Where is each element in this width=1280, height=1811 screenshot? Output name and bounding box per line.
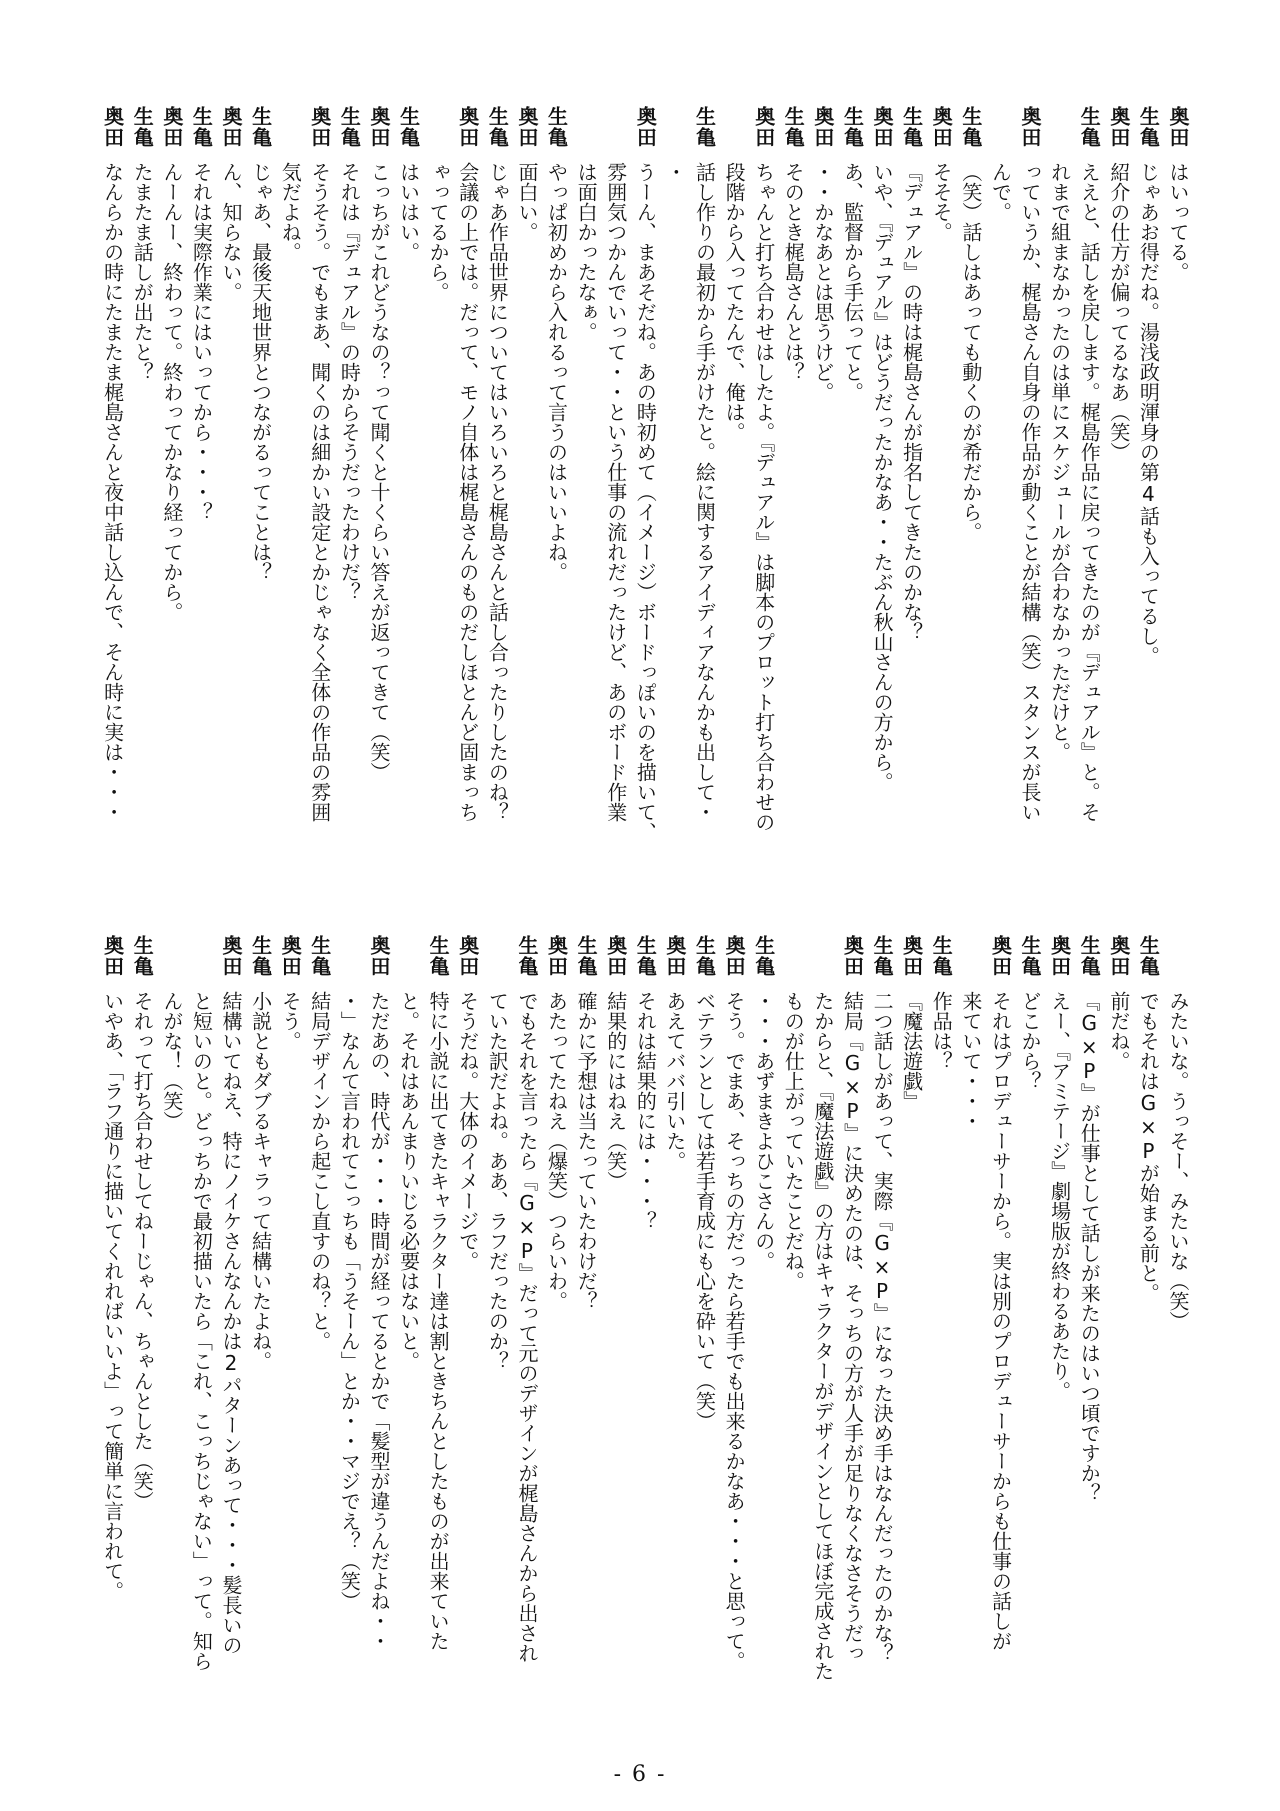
dialogue-text: 話し作りの最初から手がけたと。絵に関するアイディアなんかも出して・ xyxy=(692,162,717,822)
speaker-name: 生亀 xyxy=(514,935,539,977)
dialogue-line xyxy=(630,935,660,1625)
speaker-name: 生亀 xyxy=(870,935,895,977)
speaker-name: 生亀 xyxy=(840,106,865,148)
dialogue-text: 『魔法遊戯』 xyxy=(899,991,924,1111)
speaker-name: 生亀 xyxy=(958,106,983,148)
dialogue-text: いや、『デュアル』はどうだったかなあ・・たぶん秋山さんの方から。 xyxy=(870,162,895,792)
dialogue-text: 結局『G×P』に決めたのは、そっちの方が人手が足りなくなさそうだっ xyxy=(840,991,865,1663)
speaker-name: 生亀 xyxy=(1077,106,1102,148)
lower-text-block xyxy=(100,935,1192,1681)
dialogue-text: 紹介の仕方が偏ってるなあ（笑） xyxy=(1106,162,1131,462)
speaker-name: 奥田 xyxy=(100,935,125,977)
dialogue-line xyxy=(275,106,305,906)
dialogue-line xyxy=(97,935,127,1625)
speaker-name: 奥田 xyxy=(366,935,391,977)
speaker-name: 生亀 xyxy=(544,106,569,148)
dialogue-line xyxy=(778,935,808,1625)
dialogue-line xyxy=(186,935,216,1671)
dialogue-text: は面白かったなぁ。 xyxy=(574,162,599,342)
speaker-name: 奥田 xyxy=(1166,106,1190,148)
dialogue-line xyxy=(1162,106,1192,906)
dialogue-line xyxy=(719,106,749,906)
dialogue-line xyxy=(215,935,245,1655)
dialogue-text: ・」なんて言われてこっちも「うそーん」とか・・マジでえ？（笑） xyxy=(337,991,362,1611)
dialogue-text: 確かに予想は当たっていたわけだ？ xyxy=(574,991,599,1311)
dialogue-text: たからと、『魔法遊戯』の方はキャラクターがデザインとしてほぼ完成された xyxy=(810,991,835,1681)
dialogue-text: そうそう。でもまあ、聞くのは細かい設定とかじゃなく全体の作品の雰囲 xyxy=(307,162,332,822)
dialogue-text: ・・かなあとは思うけど。 xyxy=(810,162,835,402)
dialogue-line xyxy=(689,106,719,906)
speaker-name: 奥田 xyxy=(219,106,243,148)
speaker-name: 生亀 xyxy=(130,935,155,977)
dialogue-text: あ、監督から手伝ってと。 xyxy=(840,162,865,402)
speaker-name: 生亀 xyxy=(337,106,362,148)
dialogue-line xyxy=(985,106,1015,906)
dialogue-text: うーん、まあそだね。あの時初めて（イメージ）ボードっぽいのを描いて、 xyxy=(633,162,658,842)
dialogue-line xyxy=(215,106,245,906)
dialogue-line xyxy=(393,106,423,906)
speaker-name: 生亀 xyxy=(574,935,599,977)
dialogue-text: やっぱ初めから入れるって言うのはいいよね。 xyxy=(544,162,569,582)
dialogue-text: いやあ、「ラフ通りに描いてくれればいいよ」って簡単に言われて。 xyxy=(100,991,125,1601)
dialogue-text: じゃあお得だね。湯浅政明渾身の第4話も入ってるし。 xyxy=(1136,162,1161,666)
speaker-name: 奥田 xyxy=(455,106,480,148)
dialogue-text: 結果的にはねえ（笑） xyxy=(603,991,628,1191)
dialogue-line xyxy=(423,935,453,1651)
speaker-name: 生亀 xyxy=(751,935,776,977)
speaker-name: 奥田 xyxy=(219,935,243,977)
dialogue-text: ただあの、時代が・・・時間が経ってるとかで「髪型が違うんだよね・・ xyxy=(366,991,391,1651)
dialogue-text: 『G×P』が仕事として話しが来たのはいつ頃ですか？ xyxy=(1077,991,1102,1503)
dialogue-text: 面白い。 xyxy=(514,162,539,242)
dialogue-text: でもそれはG×Pが始まる前と。 xyxy=(1136,991,1161,1303)
speaker-name: 生亀 xyxy=(633,935,658,977)
speaker-name: 生亀 xyxy=(485,106,510,148)
dialogue-line xyxy=(659,935,689,1625)
speaker-name: 奥田 xyxy=(278,935,303,977)
speaker-name: 生亀 xyxy=(929,935,954,977)
dialogue-line xyxy=(955,935,985,1625)
dialogue-text: ん、知らない。 xyxy=(219,162,243,302)
speaker-name: 奥田 xyxy=(751,106,776,148)
dialogue-text: こっちがこれどうなの？って聞くと十くらい答えが返ってきて（笑） xyxy=(366,162,391,782)
dialogue-text: なんらかの時にたまたま梶島さんと夜中話し込んで、そん時に実は・・・ xyxy=(100,162,125,822)
dialogue-line xyxy=(659,106,689,906)
dialogue-text: んーんー、終わって。終わってかなり経ってから。 xyxy=(159,162,184,622)
dialogue-line xyxy=(1074,106,1104,906)
dialogue-text: 結局デザインから起こし直すのね？と。 xyxy=(307,991,332,1351)
dialogue-text: れまで組まなかったのは単にスケジュールが合わなかっただけと。 xyxy=(1047,162,1072,762)
dialogue-text: そう。 xyxy=(278,991,303,1051)
dialogue-text: ・ xyxy=(662,162,687,182)
dialogue-line xyxy=(748,935,778,1625)
speaker-name: 奥田 xyxy=(722,935,747,977)
dialogue-text: それはプロデューサーから。実は別のプロデューサーからも仕事の話しが xyxy=(988,991,1013,1651)
dialogue-line xyxy=(1133,935,1163,1625)
dialogue-line xyxy=(1074,935,1104,1625)
dialogue-text: それは『デュアル』の時からそうだったわけだ？ xyxy=(337,162,362,602)
dialogue-text: と短いのと。どっちかで最初描いたら「これ、こっちじゃない」って。知ら xyxy=(189,991,214,1671)
dialogue-line xyxy=(541,935,571,1625)
dialogue-text: んで。 xyxy=(988,162,1013,222)
dialogue-text: それは結果的には・・・？ xyxy=(633,991,658,1231)
dialogue-text: 『デュアル』の時は梶島さんが指名してきたのかな？ xyxy=(899,162,924,642)
speaker-name: 奥田 xyxy=(1106,935,1131,977)
dialogue-line xyxy=(571,106,601,906)
dialogue-text: はいってる。 xyxy=(1166,162,1190,282)
dialogue-text: （笑）話しはあっても動くのが希だから。 xyxy=(958,162,983,542)
dialogue-text: んがな！（笑） xyxy=(159,991,184,1131)
dialogue-line xyxy=(1103,935,1133,1625)
speaker-name: 奥田 xyxy=(455,935,480,977)
speaker-name: 奥田 xyxy=(307,106,332,148)
speaker-name: 奥田 xyxy=(1047,935,1072,977)
dialogue-text: ええと、話しを戻します。梶島作品に戻ってきたのが『デュアル』と。そ xyxy=(1077,162,1102,822)
dialogue-text: じゃあ作品世界についてはいろいろと梶島さんと話し合ったりしたのね？ xyxy=(485,162,510,822)
dialogue-line xyxy=(186,106,216,906)
dialogue-line xyxy=(896,106,926,906)
speaker-name: 生亀 xyxy=(1136,935,1161,977)
dialogue-line xyxy=(807,935,837,1681)
speaker-name: 奥田 xyxy=(514,106,539,148)
dialogue-text: 二つ話しがあって、実際『G×P』になった決め手はなんだったのかな？ xyxy=(870,991,895,1663)
dialogue-line xyxy=(541,106,571,906)
dialogue-line xyxy=(156,106,186,906)
speaker-name: 生亀 xyxy=(307,935,332,977)
dialogue-line xyxy=(511,106,541,906)
dialogue-line xyxy=(245,106,275,906)
dialogue-text: 特に小説に出てきたキャラクター達は割ときちんとしたものが出来ていた xyxy=(426,991,451,1651)
dialogue-line xyxy=(1044,935,1074,1625)
speaker-name: 奥田 xyxy=(100,106,125,148)
dialogue-line xyxy=(452,106,482,906)
dialogue-text: それは実際作業にはいってから・・・？ xyxy=(189,162,214,522)
dialogue-line xyxy=(423,106,453,906)
speaker-name: 生亀 xyxy=(692,935,717,977)
dialogue-line xyxy=(689,935,719,1625)
dialogue-text: ・・・あずまきよひこさんの。 xyxy=(751,991,776,1271)
dialogue-line xyxy=(482,106,512,906)
dialogue-text: そう。でまあ、そっちの方だったら若手でも出来るかなあ・・・と思って。 xyxy=(722,991,747,1671)
dialogue-text: でもそれを言ったら『G×P』だって元のデザインが梶島さんから出され xyxy=(514,991,539,1663)
dialogue-text: えー、『アミテージ』劇場版が終わるあたり。 xyxy=(1047,991,1072,1401)
dialogue-line xyxy=(1044,106,1074,906)
dialogue-line xyxy=(837,935,867,1663)
dialogue-line xyxy=(304,106,334,906)
dialogue-text: あたってたねえ（爆笑）つらいわ。 xyxy=(544,991,569,1311)
dialogue-text: 作品は？ xyxy=(929,991,954,1071)
dialogue-text: ていた訳だよね。ああ、ラフだったのか？ xyxy=(485,991,510,1371)
dialogue-text: ものが仕上がっていたことだね。 xyxy=(781,991,806,1291)
dialogue-line xyxy=(304,935,334,1625)
speaker-name: 奥田 xyxy=(603,935,628,977)
dialogue-line xyxy=(630,106,660,906)
speaker-name: 奥田 xyxy=(870,106,895,148)
dialogue-line xyxy=(896,935,926,1625)
dialogue-text: ゃってるから。 xyxy=(426,162,451,302)
dialogue-text: と。それはあんまりいじる必要はないと。 xyxy=(396,991,421,1371)
dialogue-line xyxy=(1014,106,1044,906)
dialogue-text: 前だね。 xyxy=(1106,991,1131,1071)
dialogue-line xyxy=(156,935,186,1625)
speaker-name: 生亀 xyxy=(1018,935,1043,977)
dialogue-line xyxy=(127,935,157,1625)
speaker-name: 奥田 xyxy=(633,106,658,148)
dialogue-text: 小説ともダブるキャラって結構いたよね。 xyxy=(248,991,273,1371)
speaker-name: 奥田 xyxy=(810,106,835,148)
dialogue-line xyxy=(1103,106,1133,906)
dialogue-line xyxy=(511,935,541,1663)
dialogue-text: ベテランとしては若手育成にも心を砕いて（笑） xyxy=(692,991,717,1431)
speaker-name: 奥田 xyxy=(159,106,184,148)
dialogue-line xyxy=(955,106,985,906)
dialogue-text: たまたま話しが出たと？ xyxy=(130,162,155,382)
speaker-name: 奥田 xyxy=(899,935,924,977)
speaker-name: 生亀 xyxy=(248,106,273,148)
dialogue-text: みたいな。うっそー、みたいな（笑） xyxy=(1166,991,1190,1331)
dialogue-text: 気だよね。 xyxy=(278,162,303,262)
dialogue-text: はいはい。 xyxy=(396,162,421,262)
speaker-name: 生亀 xyxy=(899,106,924,148)
dialogue-line xyxy=(748,106,778,906)
speaker-name: 奥田 xyxy=(662,935,687,977)
dialogue-line xyxy=(245,935,275,1625)
speaker-name: 奥田 xyxy=(840,935,865,977)
dialogue-line xyxy=(334,106,364,906)
dialogue-line xyxy=(452,935,482,1625)
dialogue-line xyxy=(719,935,749,1671)
dialogue-line xyxy=(866,935,896,1663)
speaker-name: 奥田 xyxy=(366,106,391,148)
dialogue-line xyxy=(334,935,364,1625)
dialogue-line xyxy=(363,106,393,906)
dialogue-line xyxy=(600,106,630,906)
dialogue-text: そそそ。 xyxy=(929,162,954,242)
page-number: - 6 - xyxy=(613,1762,667,1787)
dialogue-line xyxy=(926,935,956,1625)
dialogue-line xyxy=(600,935,630,1625)
dialogue-line xyxy=(127,106,157,906)
dialogue-text: 会議の上では。だって、モノ自体は梶島さんのものだしほとんど固まっち xyxy=(455,162,480,822)
dialogue-line xyxy=(571,935,601,1625)
dialogue-text: あえてババ引いた。 xyxy=(662,991,687,1171)
dialogue-line xyxy=(393,935,423,1625)
dialogue-text: それって打ち合わせしてねーじゃん、ちゃんとした（笑） xyxy=(130,991,155,1511)
dialogue-line xyxy=(778,106,808,906)
dialogue-line xyxy=(926,106,956,906)
speaker-name: 生亀 xyxy=(692,106,717,148)
dialogue-line xyxy=(482,935,512,1625)
dialogue-text: そのとき梶島さんとは？ xyxy=(781,162,806,382)
speaker-name: 奥田 xyxy=(988,935,1013,977)
dialogue-text: 段階から入ってたんで、俺は。 xyxy=(722,162,747,442)
speaker-name: 生亀 xyxy=(248,935,273,977)
speaker-name: 奥田 xyxy=(544,935,569,977)
dialogue-text: 結構いてねえ、特にノイケさんなんかは2パターンあって・・・髪長いの xyxy=(219,991,243,1655)
speaker-name: 生亀 xyxy=(396,106,421,148)
dialogue-line xyxy=(1014,935,1044,1625)
dialogue-line xyxy=(837,106,867,906)
dialogue-line xyxy=(1162,935,1192,1625)
speaker-name: 生亀 xyxy=(1077,935,1102,977)
dialogue-line xyxy=(807,106,837,906)
dialogue-line xyxy=(985,935,1015,1651)
speaker-name: 生亀 xyxy=(426,935,451,977)
dialogue-line xyxy=(363,935,393,1651)
dialogue-line xyxy=(275,935,305,1625)
speaker-name: 生亀 xyxy=(1136,106,1161,148)
upper-text-block xyxy=(100,106,1192,906)
dialogue-line xyxy=(866,106,896,906)
dialogue-text: どこから？ xyxy=(1018,991,1043,1091)
dialogue-line xyxy=(97,106,127,906)
speaker-name: 奥田 xyxy=(929,106,954,148)
speaker-name: 生亀 xyxy=(189,106,214,148)
dialogue-text: ちゃんと打ち合わせはしたよ。『デュアル』は脚本のプロット打ち合わせの xyxy=(751,162,776,832)
dialogue-text: っていうか、梶島さん自身の作品が動くことが結構（笑）スタンスが長い xyxy=(1018,162,1043,822)
dialogue-text: 雰囲気つかんでいって・・という仕事の流れだったけど、あのボード作業 xyxy=(603,162,628,822)
dialogue-text: じゃあ、最後天地世界とつながるってことは？ xyxy=(248,162,273,582)
dialogue-text: 来ていて・・・ xyxy=(958,991,983,1131)
speaker-name: 奥田 xyxy=(1106,106,1131,148)
speaker-name: 生亀 xyxy=(781,106,806,148)
dialogue-text: そうだね。大体のイメージで。 xyxy=(455,991,480,1271)
dialogue-line xyxy=(1133,106,1163,906)
speaker-name: 奥田 xyxy=(1018,106,1043,148)
speaker-name: 生亀 xyxy=(130,106,155,148)
